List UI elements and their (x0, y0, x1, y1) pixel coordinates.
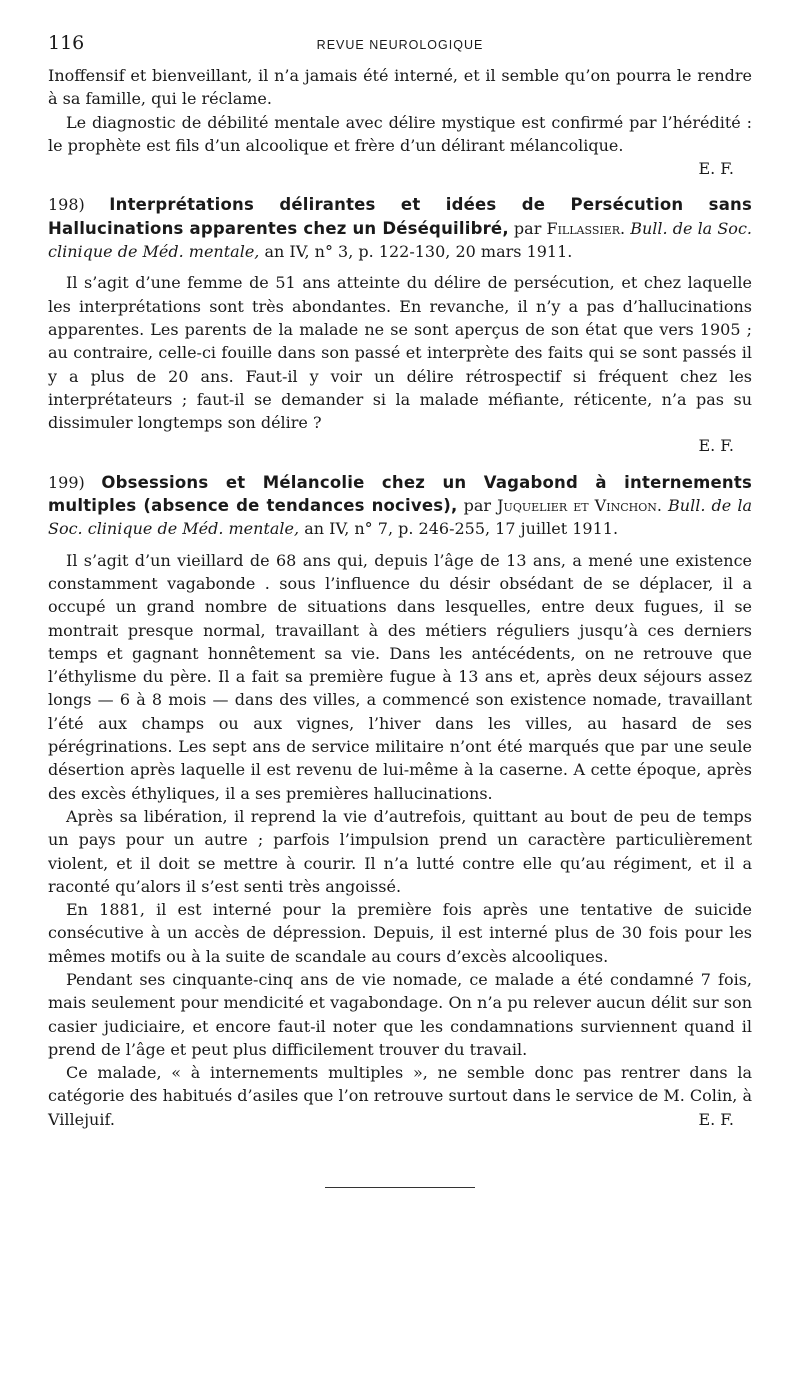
entry-198 (48, 193, 752, 457)
entry-198-signature: E. F. (698, 436, 734, 456)
entry-199-paragraph-4: Pendant ses cinquante-cinq ans de vie nomade, ce malade a été condamné 7 fois, mais seulement pour mendicité et vagabondage. On n’a pu relever aucun délit sur son casier judiciaire, et encore faut-il noter que les condamnations surviennent quand il prend de l’âge et peut plus difficilement trouver du travail. (48, 969, 752, 1059)
intro-section (48, 64, 752, 180)
entry-199-by: par (463, 496, 492, 516)
intro-paragraph-1: Inoffensif et bienveillant, il n’a jamais été interné, et il semble qu’on pourra le rendre à sa famille, qui le réclame. (48, 66, 752, 109)
body-text (48, 64, 752, 1188)
entry-199-number: 199) (48, 472, 85, 492)
entry-198-by: par (513, 218, 542, 238)
intro-paragraph-2: Le diagnostic de débilité mentale avec délire mystique est confirmé par l’hérédité : le prophète est fils d’un alcoolique et frère d’un délirant mélancolique. (48, 112, 752, 155)
entry-198-details: an IV, n° 3, p. 122-130, 20 mars 1911. (264, 242, 573, 262)
entry-199 (48, 471, 752, 1131)
entry-198-title: Interprétations délirantes et idées de Persécution sans Hallucinations apparentes chez un Déséquilibré, (48, 195, 752, 238)
entry-198-number: 198) (48, 195, 85, 215)
entry-199-title: Obsessions et Mélancolie chez un Vagabond à internements multiples (absence de tendances nocives), (48, 472, 752, 516)
entry-199-author: Juquelier et Vinchon. (497, 496, 662, 516)
entry-198-author: Fillassier. (546, 218, 626, 238)
entry-199-paragraph-2: Après sa libération, il reprend la vie d’autrefois, quittant au bout de peu de temps un pays pour un autre ; parfois l’impulsion prend un caractère particulièrement violent, et il doit se mettre à courir. Il n’a lutté contre elle qu’au régiment, et il a raconté qu’alors il s’est senti très angoissé. (48, 806, 752, 896)
running-title: REVUE NEUROLOGIQUE (316, 38, 484, 52)
entry-199-closing (48, 1061, 752, 1131)
intro-signature: E. F. (698, 159, 734, 179)
page-number: 116 (48, 32, 85, 54)
entry-199-heading (48, 471, 752, 541)
entry-198-source: Bull. de la Soc. clinique de Méd. mentale, (48, 218, 752, 262)
entry-199-signature: E. F. (698, 1109, 734, 1129)
entry-199-paragraph-3: En 1881, il est interné pour la première fois après une tentative de suicide consécutive à un accès de dépression. Depuis, il est interné plus de 30 fois pour les mêmes motifs ou à la suite de scandale au cours d’excès alcooliques. (48, 900, 752, 966)
entry-199-paragraph-1: Il s’agit d’un vieillard de 68 ans qui, depuis l’âge de 13 ans, a mené une existence constamment vagabonde . sous l’influence du désir obsédant de se déplacer, il a occupé un grand nombre de situations dans lesquelles, entre deux fugues, il se montrait presque normal, travaillant à des métiers réguliers jusqu’à ces derniers temps et gagnant honnêtement sa vie. Dans les antécédents, on ne retrouve que l’éthylisme du père. Il a fait sa première fugue à 13 ans et, après deux séjours assez longs — 6 à 8 mois — dans des villes, a commencé son existence nomade, travaillant l’été aux champs ou aux vignes, l’hiver dans les villes, au hasard de ses pérégrinations. Les sept ans de service militaire n’ont été marqués que par une seule désertion après laquelle il est revenu de lui-même à la caserne. A cette époque, après des excès éthyliques, il a ses premières hallucinations. (48, 550, 752, 803)
entry-199-closing-text: Ce malade, « à internements multiples », ne semble donc pas rentrer dans la catégorie des habitués d’asiles que l’on retrouve surtout dans le service de M. Colin, à Villejuif. (48, 1063, 753, 1129)
entry-199-details: an IV, n° 7, p. 246-255, 17 juillet 1911. (304, 519, 619, 539)
entry-199-source: Bull. de la Soc. clinique de Méd. mentale, (48, 496, 752, 539)
entry-198-heading (48, 193, 752, 263)
page-header (48, 30, 752, 64)
section-divider (325, 1187, 475, 1188)
entry-198-paragraph-1: Il s’agit d’une femme de 51 ans atteinte du délire de persécution, et chez laquelle les interprétations sont très abondantes. En revanche, il n’y a pas d’hallucinations apparentes. Les parents de la malade ne se sont aperçus de son état que vers 1905 ; au contraire, celle-ci fouille dans son passé et interprète des faits qui se sont passés il y a plus de 20 ans. Faut-il y voir un délire rétrospectif si fréquent chez les interprétateurs ; faut-il se demander si la malade méfiante, réticente, n’a pas su dissimuler longtemps son délire ? (48, 273, 752, 433)
